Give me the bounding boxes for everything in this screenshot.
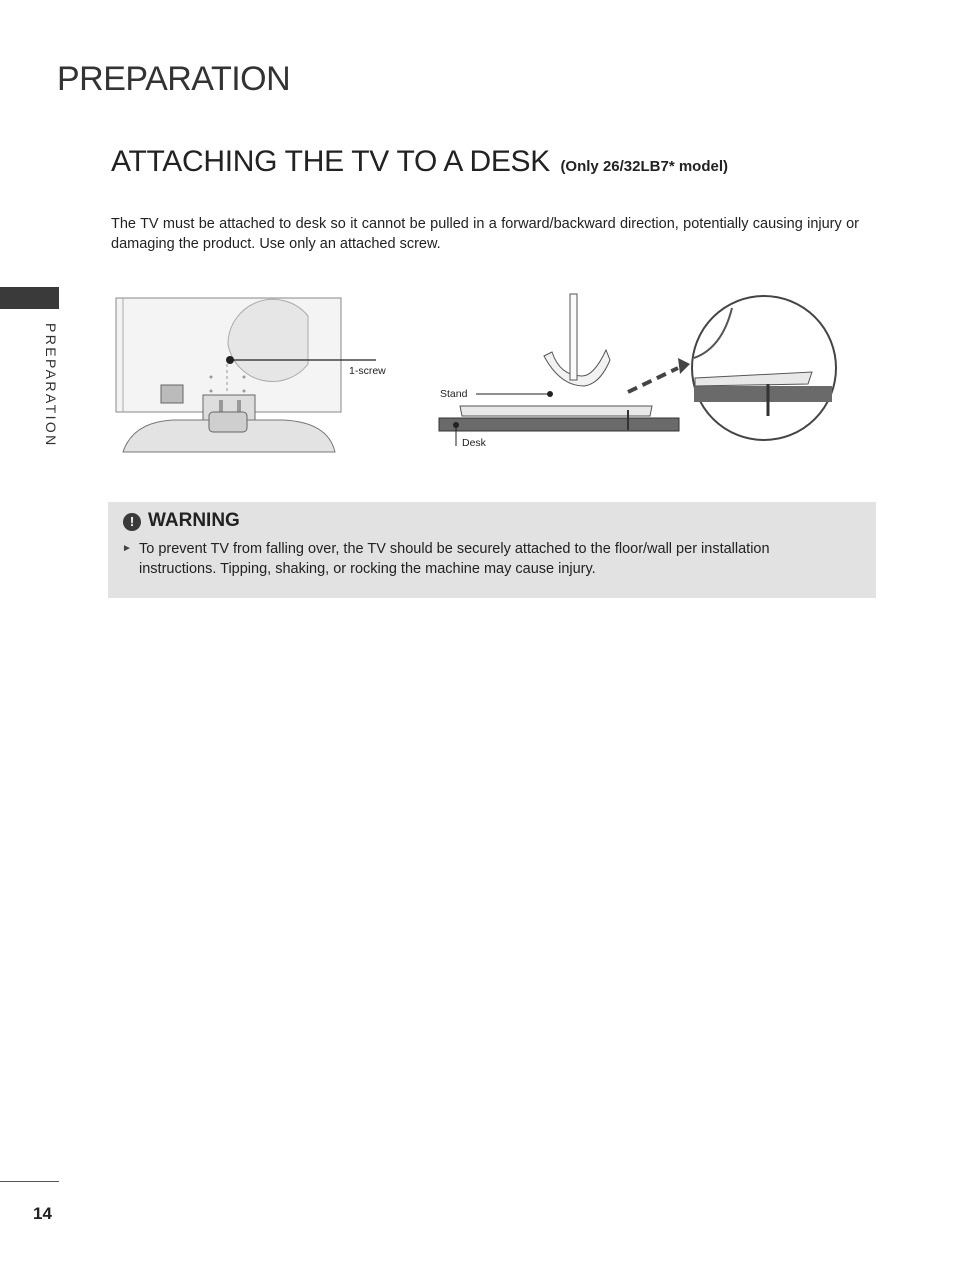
section-tab-marker xyxy=(0,287,59,309)
section-title xyxy=(111,145,728,179)
exclamation-icon: ! xyxy=(123,513,141,531)
footer-divider xyxy=(0,1181,59,1182)
tv-rear-illustration xyxy=(113,294,403,458)
section-title-main: ATTACHING THE TV TO A DESK xyxy=(111,145,550,178)
desk-label: Desk xyxy=(462,437,486,448)
warning-box xyxy=(108,502,876,598)
page-number: 14 xyxy=(33,1204,52,1223)
sidebar-section-label: PREPARATION xyxy=(43,323,59,448)
bullet-arrow-icon: ► xyxy=(122,543,132,554)
stand-label: Stand xyxy=(440,388,468,400)
page-header-title: PREPARATION xyxy=(57,60,291,98)
section-title-model-note: (Only 26/32LB7* model) xyxy=(560,158,728,175)
warning-title: WARNING xyxy=(148,510,240,531)
intro-paragraph: The TV must be attached to desk so it cannot be pulled in a forward/backward direction, potentially causing injury or damaging the product. Use only an attached screw. xyxy=(111,216,859,252)
screw-label: 1-screw xyxy=(349,365,386,377)
desk-attachment-illustration xyxy=(432,288,842,448)
warning-text: To prevent TV from falling over, the TV should be securely attached to the floor/wall per installation instructions. Tipping, shaking, or rocking the machine may cause injury. xyxy=(139,541,770,577)
